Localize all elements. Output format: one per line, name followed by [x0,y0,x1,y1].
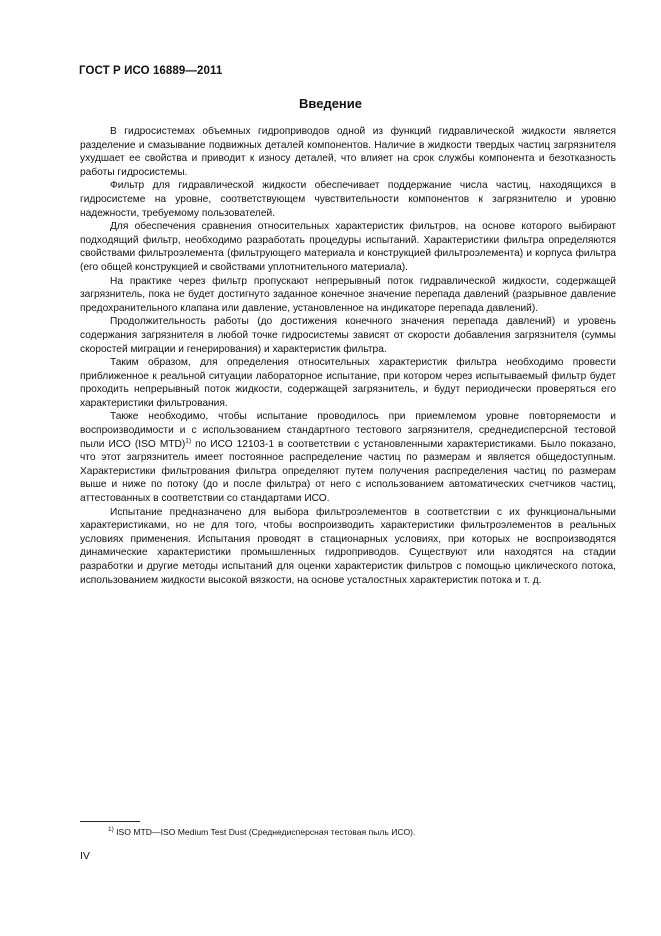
paragraph-2: Фильтр для гидравлической жидкости обеспечивает поддержание числа частиц, находящихся в гидросистеме на уровне, соответствующем чувствительности компонентов к загрязнителю и уровню надежности, требуемому пользователей. [80,180,616,219]
paragraph-7-part-2: по ИСО 12103-1 в соответствии с установленными характеристиками. Было показано, что этот загрязнитель имеет постоянное распределение частиц по размерам и является общедоступным. Характеристики фильтрования фильтра определяют путем получения распределения частиц по размерам выше и ниже по потоку (до и после фильтра) от него с использованием автоматических счетчиков частиц, аттестованных в соответствии со стандартами ИСО. [80,438,616,505]
paragraph-6: Таким образом, для определения относительных характеристик фильтра необходимо провести приближенное к реальной ситуации лабораторное испытание, при котором через испытываемый фильтр будет проходить непрерывный поток жидкости, содержащей загрязнитель, и будут периодически проверяться его характеристики фильтрования. [80,357,616,409]
paragraph-8: Испытание предназначено для выбора фильтроэлементов в соответствии с их функциональными характеристиками, но не для того, чтобы воспроизводить характеристики фильтроэлементов в реальных условиях применения. Испытания проводят в стационарных условиях, при которых не воспроизводятся динамические характеристики промышленных гидроприводов. Существуют или находятся на стадии разработки и другие методы испытаний для оценки характеристик фильтров с помощью циклического потока, использованием жидкости высокой вязкости, на основе усталостных характеристик потока и т. д. [80,506,616,586]
paragraph-1: В гидросистемах объемных гидроприводов одной из функций гидравлической жидкости является разделение и смазывание подвижных деталей компонентов. Наличие в жидкости твердых частиц загрязнителя ухудшает ее свойства и приводит к износу деталей, что влияет на срок службы компонента и безотказность работы гидросистемы. [80,126,616,178]
footnote-text: ISO MTD—ISO Medium Test Dust (Среднедисперсная тестовая пыль ИСО). [113,827,416,837]
paragraph-3: Для обеспечения сравнения относительных характеристик фильтров, на основе которого выбирают подходящий фильтр, необходимо разработать процедуры испытаний. Характеристики фильтра определяются свойствами фильтроэлемента (фильтрующего материала и конструкцией фильтроэлемента) и корпуса фильтра (его общей конструкцией и свойствами уплотнительного материала). [80,221,616,273]
footnote-reference: 1) [185,437,192,445]
footnote-mark: 1) [108,826,114,834]
document-header: ГОСТ Р ИСО 16889—2011 [79,65,223,77]
footnote-divider [80,821,140,822]
page-number: IV [80,850,90,862]
paragraph-5: Продолжительность работы (до достижения конечного значения перепада давлений) и уровень содержания загрязнителя в любой точке гидросистемы зависят от скорости добавления загрязнителя (суммы скоростей миграции и генерирования) и характеристик фильтра. [80,316,616,355]
body-text [80,125,616,587]
paragraph-4: На практике через фильтр пропускают непрерывный поток гидравлической жидкости, содержащей загрязнитель, пока не будет достигнуто заданное конечное значение перепада давлений (разрывное давление предохранительного клапана или давление, установленное на индикаторе перепада давлений). [80,275,616,314]
paragraph-7 [80,410,616,505]
section-title: Введение [299,96,362,111]
paragraph-7-part-1: Также необходимо, чтобы испытание проводилось при приемлемом уровне повторяемости и воспроизводимости и с использованием стандартного тестового загрязнителя, среднедисперсной тестовой пыли ИСО (ISO MTD) [80,411,616,450]
footnote [108,827,415,837]
